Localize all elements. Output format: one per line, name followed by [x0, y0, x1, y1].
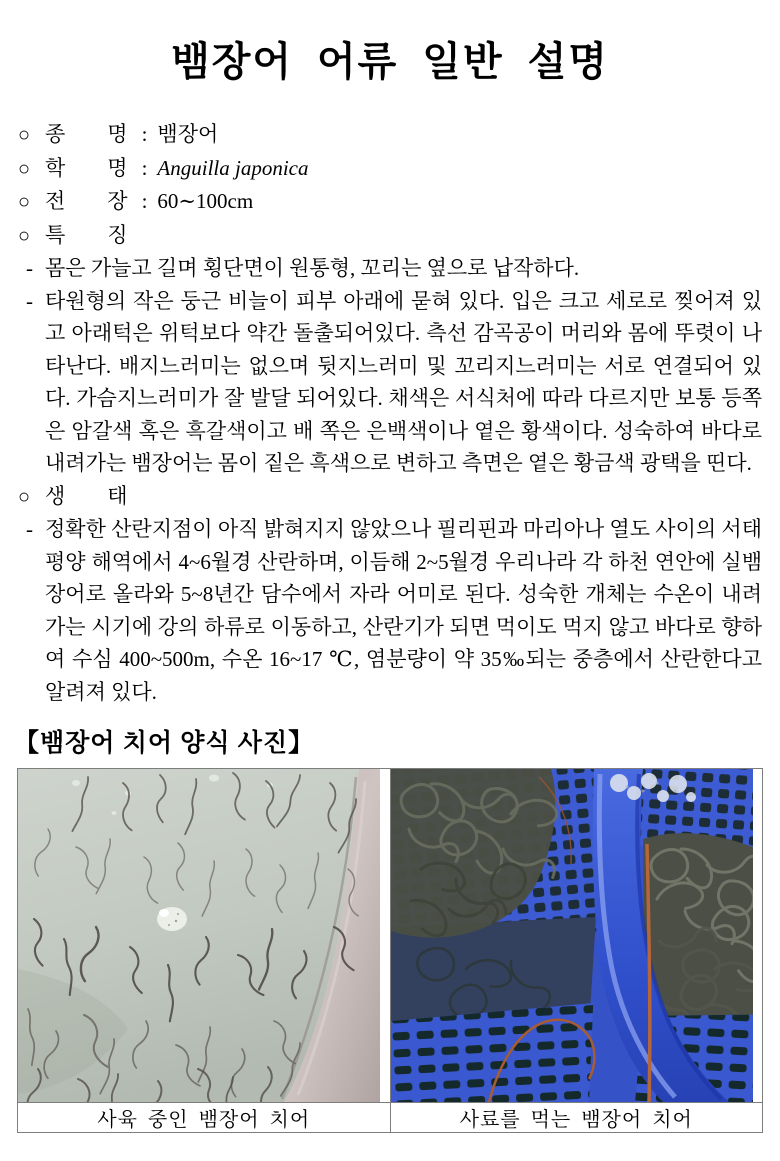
- feature-text: 타원형의 작은 둥근 비늘이 피부 아래에 묻혀 있다. 입은 크고 세로로 찢어져 있고 아래턱은 위턱보다 약간 돌출되어있다. 측선 감곡공이 머리와 몸에 뚜렷이 나타난다. 배지느러미는 없으며 뒷지느러미 및 꼬리지느러미는 서로 연결되어 있다. 가슴지느러미가 잘 발달 되어있다. 채색은 서식처에 따라 다르지만 보통 등쪽은 암갈색 혹은 흑갈색이고 배 쪽은 은백색이나 옅은 황색이다. 성숙하여 바다로 내려가는 뱀장어는 몸이 짙은 흑색으로 변하고 측면은 옅은 황금색 광택을 띤다.: [45, 288, 762, 475]
- photo-table: [17, 768, 763, 1133]
- foam-blob: [157, 907, 187, 931]
- spec-species-value: 뱀장어: [157, 122, 219, 146]
- feeding-eel-fry-photo: [391, 769, 753, 1102]
- dash-bullet-icon: -: [26, 288, 33, 313]
- spec-species-label: 종 명: [45, 122, 128, 146]
- circle-bullet-icon: ○: [18, 191, 31, 213]
- photo-section-heading: 【뱀장어 치어 양식 사진】: [14, 730, 315, 757]
- spec-length: [18, 185, 762, 219]
- ecology-item: [18, 513, 762, 708]
- features-label: 특 징: [45, 222, 128, 247]
- feature-text: 몸은 가늘고 길며 횡단면이 원통형, 꼬리는 옆으로 납작하다.: [45, 256, 580, 280]
- spec-scientific-label: 학 명: [45, 155, 128, 180]
- circle-bullet-icon: ○: [18, 124, 31, 146]
- spec-scientific-name: [18, 152, 762, 186]
- spec-colon: :: [141, 155, 148, 180]
- feature-item: [18, 252, 762, 285]
- dash-bullet-icon: -: [26, 517, 33, 541]
- dash-bullet-icon: -: [26, 256, 33, 280]
- spec-scientific-value: Anguilla japonica: [157, 155, 309, 180]
- ecology-text: 정확한 산란지점이 아직 밝혀지지 않았으나 필리핀과 마리아나 열도 사이의 서태평양 해역에서 4~6월경 산란하며, 이듬해 2~5월경 우리나라 각 하천 연안에 실뱀장어로 올라와 5~8년간 담수에서 자라 어미로 된다. 성숙한 개체는 수온이 내려가는 시기에 강의 하류로 이동하고, 산란기가 되면 먹이도 먹지 않고 바다로 향하여 수심 400~500m, 수온 16~17 ℃, 염분량이 약 35‰되는 중층에서 산란한다고 알려져 있다.: [45, 517, 762, 704]
- photo-cell-left: [18, 769, 391, 1103]
- spec-length-label: 전 장: [45, 189, 128, 213]
- section-ecology-header: [18, 480, 762, 514]
- circle-bullet-icon: ○: [18, 224, 31, 247]
- circle-bullet-icon: ○: [18, 157, 31, 180]
- photo-caption-right: 사료를 먹는 뱀장어 치어: [390, 1103, 763, 1133]
- page-title: 뱀장어 어류 일반 설명: [171, 39, 609, 84]
- spec-colon: :: [141, 122, 148, 146]
- ecology-label: 생 태: [45, 483, 128, 508]
- spec-length-value: 60∼100cm: [157, 189, 254, 213]
- document-body: [18, 118, 762, 708]
- section-features-header: [18, 219, 762, 253]
- feature-item: [18, 285, 762, 480]
- photo-caption-left: 사육 중인 뱀장어 치어: [18, 1103, 391, 1133]
- spec-species: [18, 118, 762, 152]
- rearing-eel-fry-photo: [18, 769, 380, 1102]
- circle-bullet-icon: ○: [18, 485, 31, 508]
- spec-colon: :: [141, 189, 148, 213]
- photo-cell-right: [390, 769, 763, 1103]
